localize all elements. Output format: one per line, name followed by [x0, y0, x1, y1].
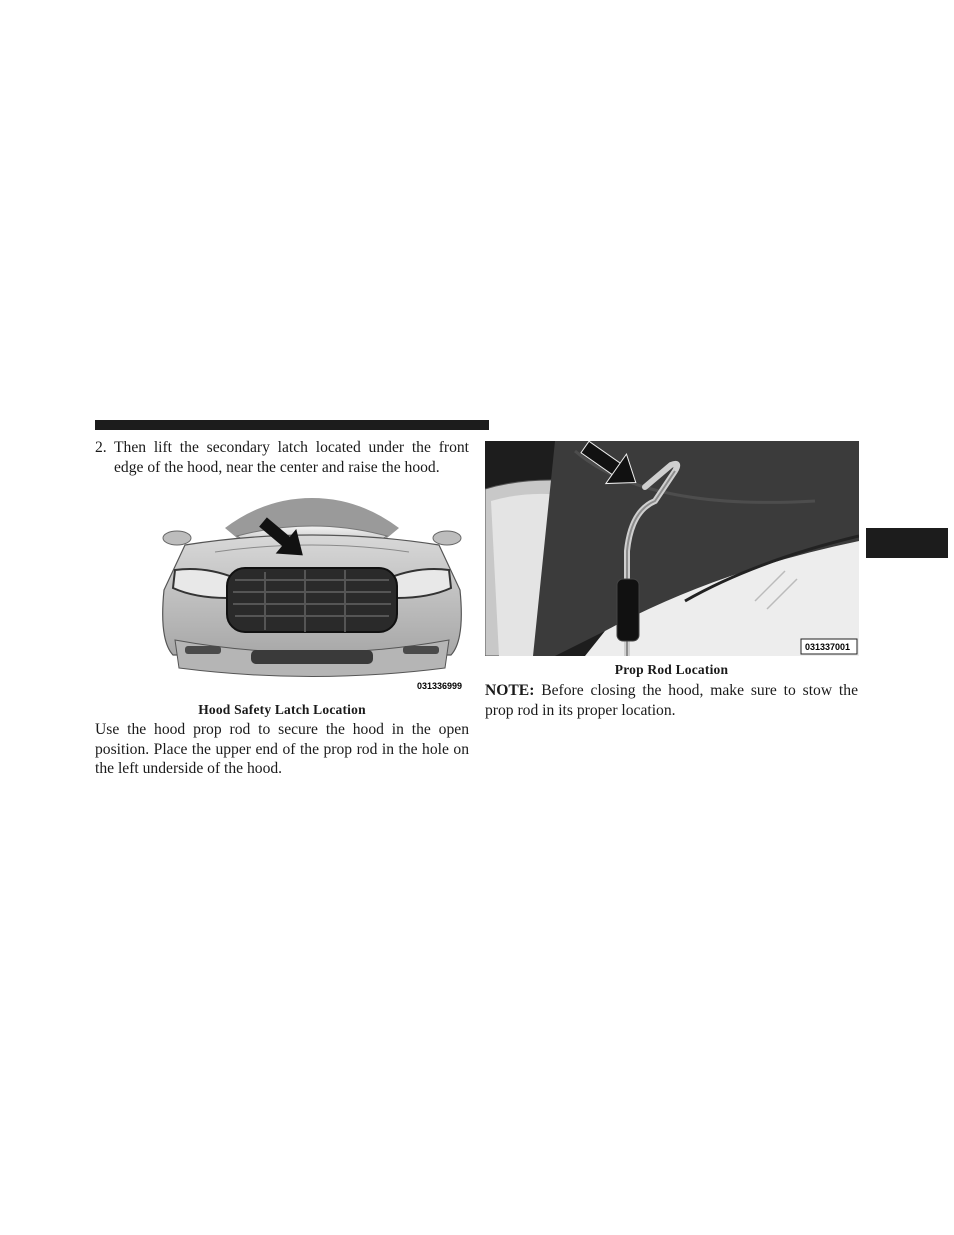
hood-latch-figure [155, 490, 469, 695]
prop-rod-figure [485, 441, 859, 656]
figure1-code: 031336999 [417, 681, 463, 691]
step-text: Then lift the secondary latch located under the front edge of the hood, near the center and raise the hood. [114, 439, 469, 476]
section-rule [95, 420, 489, 430]
step-number: 2. [95, 439, 107, 456]
prop-rod-paragraph: Use the hood prop rod to secure the hood in the open position. Place the upper end of the prop rod in the hole on the left underside of the hood. [95, 721, 469, 778]
step-2 [95, 438, 469, 477]
figure2-code: 031337001 [805, 642, 851, 652]
figure1-caption: Hood Safety Latch Location [198, 702, 366, 717]
chapter-tab [866, 528, 948, 558]
note-paragraph [485, 681, 858, 720]
note-label: NOTE: [485, 682, 535, 699]
note-text: Before closing the hood, make sure to stow the prop rod in its proper location. [485, 682, 858, 719]
figure2-caption: Prop Rod Location [614, 662, 729, 677]
